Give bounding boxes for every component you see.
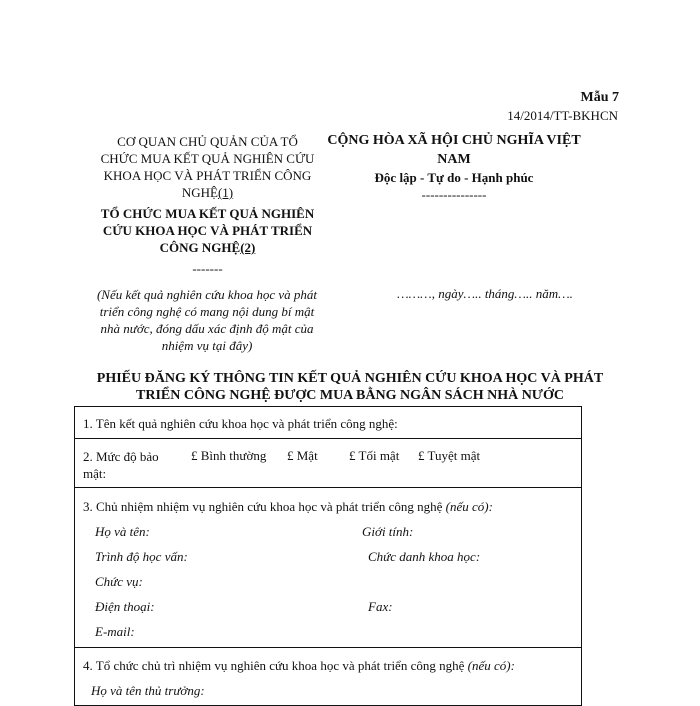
leader-email-field[interactable]: E-mail: xyxy=(95,624,135,639)
registration-form-table xyxy=(74,406,582,706)
security-option-absolute-secret[interactable] xyxy=(418,448,480,464)
security-label-line: mật: xyxy=(83,466,107,481)
security-option-top-secret[interactable] xyxy=(349,448,399,464)
right-divider: --------------- xyxy=(421,187,487,202)
purchasing-org-block xyxy=(80,205,335,256)
project-leader-heading xyxy=(83,498,493,515)
checkbox-icon: £ xyxy=(349,448,356,463)
leader-name-field[interactable]: Họ và tên: xyxy=(95,524,150,539)
org-line-text: CÔNG NGHỆ xyxy=(159,240,241,255)
note-line: nhiệm vụ tại đây) xyxy=(161,338,253,353)
agency-line: CHỨC MUA KẾT QUẢ NGHIÊN CỨU xyxy=(100,151,315,166)
org-line: TỔ CHỨC MUA KẾT QUẢ NGHIÊN xyxy=(100,206,315,221)
circular-reference: 14/2014/TT-BKHCN xyxy=(507,108,618,123)
leader-position-field[interactable]: Chức vụ: xyxy=(95,574,143,589)
option-label: Tuyệt mật xyxy=(427,448,481,463)
secret-stamp-note xyxy=(76,286,338,354)
checkbox-icon: £ xyxy=(287,448,294,463)
left-divider: ------- xyxy=(192,261,223,276)
agency-line: KHOA HỌC VÀ PHÁT TRIỂN CÔNG xyxy=(103,168,312,183)
leader-academic-title-field[interactable]: Chức danh khoa học: xyxy=(368,549,481,564)
leader-gender-field[interactable]: Giới tính: xyxy=(362,524,414,539)
option-label: Bình thường xyxy=(200,448,267,463)
row-divider xyxy=(75,487,581,488)
title-line: PHIẾU ĐĂNG KÝ THÔNG TIN KẾT QUẢ NGHIÊN CỨU KHOA HỌC VÀ PHÁT xyxy=(96,371,604,386)
org-line: CỨU KHOA HỌC VÀ PHÁT TRIỂN xyxy=(102,223,313,238)
note-line: nhà nước, đóng dấu xác định độ mật của xyxy=(100,321,314,336)
agency-line xyxy=(80,184,335,201)
security-option-normal[interactable] xyxy=(191,448,266,464)
host-org-label: 4. Tổ chức chủ trì nhiệm vụ nghiên cứu khoa học và phát triển công nghệ xyxy=(83,658,465,673)
nation-line: CỘNG HÒA XÃ HỘI CHỦ NGHĨA VIỆT xyxy=(327,133,581,148)
project-leader-optional: (nếu có): xyxy=(445,499,493,514)
security-option-secret[interactable] xyxy=(287,448,318,464)
agency-footnote: (1) xyxy=(217,185,234,200)
row-divider xyxy=(75,647,581,648)
org-footnote: (2) xyxy=(240,240,256,255)
national-motto: Độc lập - Tự do - Hạnh phúc xyxy=(374,170,534,185)
host-org-heading xyxy=(83,657,515,674)
checkbox-icon: £ xyxy=(418,448,425,463)
host-org-optional: (nếu có): xyxy=(467,658,515,673)
checkbox-icon: £ xyxy=(191,448,198,463)
security-label-line: 2. Mức độ bảo xyxy=(83,449,159,464)
option-label: Tối mật xyxy=(358,448,400,463)
date-line: ………, ngày….. tháng….. năm…. xyxy=(397,286,573,301)
security-options xyxy=(191,448,571,466)
leader-education-field[interactable]: Trình độ học vấn: xyxy=(95,549,188,564)
agency-block xyxy=(80,133,335,201)
national-title xyxy=(320,131,588,169)
title-line: TRIỂN CÔNG NGHỆ ĐƯỢC MUA BẰNG NGÂN SÁCH NHÀ NƯỚC xyxy=(136,388,564,403)
document-title xyxy=(60,370,640,404)
agency-line: CƠ QUAN CHỦ QUẢN CỦA TỔ xyxy=(117,134,298,149)
leader-fax-field[interactable]: Fax: xyxy=(368,599,393,614)
option-label: Mật xyxy=(296,448,318,463)
org-line xyxy=(80,239,335,256)
note-line: triển công nghệ có mang nội dung bí mật xyxy=(99,304,315,319)
note-line: (Nếu kết quả nghiên cứu khoa học và phát xyxy=(96,287,318,302)
row-divider xyxy=(75,438,581,439)
result-name-label: 1. Tên kết quả nghiên cứu khoa học và phát triển công nghệ: xyxy=(83,416,398,431)
form-number: Mẫu 7 xyxy=(580,90,619,105)
project-leader-label: 3. Chủ nhiệm nhiệm vụ nghiên cứu khoa học và phát triển công nghệ xyxy=(83,499,443,514)
security-level-label xyxy=(83,448,159,482)
leader-phone-field[interactable]: Điện thoại: xyxy=(95,599,155,614)
agency-line-text: NGHỆ xyxy=(181,185,218,200)
nation-line: NAM xyxy=(437,152,471,167)
host-org-head-name-field[interactable]: Họ và tên thủ trưởng: xyxy=(91,683,205,698)
